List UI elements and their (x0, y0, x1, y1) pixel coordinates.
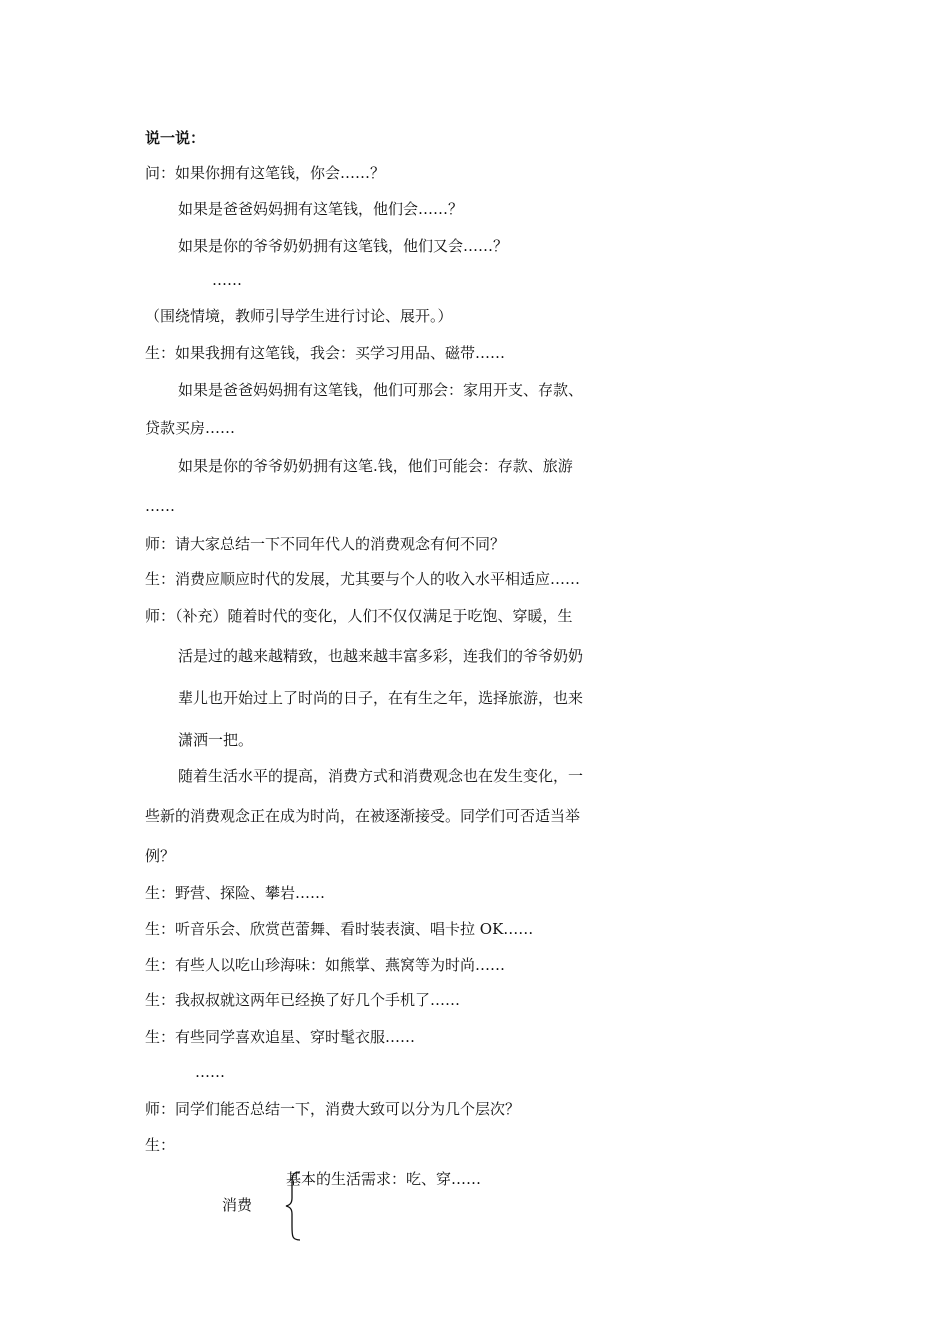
text-line: 随着生活水平的提高，消费方式和消费观念也在发生变化，一 (178, 767, 584, 785)
text-line: …… (195, 1063, 225, 1081)
text-line: 些新的消费观念正在成为时尚，在被逐渐接受。同学们可否适当举 (145, 807, 581, 825)
text-line: 辈儿也开始过上了时尚的日子，在有生之年，选择旅游，也来 (178, 689, 584, 707)
text-line: 生：消费应顺应时代的发展，尤其要与个人的收入水平相适应…… (145, 570, 581, 588)
text-line: …… (145, 497, 175, 515)
text-line: 如果是爸爸妈妈拥有这笔钱，他们可那会：家用开支、存款、 (178, 381, 584, 399)
text-line: 活是过的越来越精致，也越来越丰富多彩，连我们的爷爷奶奶 (178, 647, 584, 665)
text-line: 生：如果我拥有这笔钱，我会：买学习用品、磁带…… (145, 344, 506, 362)
text-line: 师：请大家总结一下不同年代人的消费观念有何不同？ (145, 535, 506, 553)
diagram-root-label: 消费 (222, 1196, 253, 1214)
text-line: 如果是你的爷爷奶奶拥有这笔.钱，他们可能会：存款、旅游 (178, 457, 573, 475)
diagram-branch-basic-needs: 基本的生活需求：吃、穿…… (286, 1170, 482, 1188)
text-line: 生：听音乐会、欣赏芭蕾舞、看时装表演、唱卡拉 OK…… (145, 920, 534, 938)
text-line: 师：（补充）随着时代的变化，人们不仅仅满足于吃饱、穿暖，生 (145, 607, 573, 625)
text-line: 生：我叔叔就这两年已经换了好几个手机了…… (145, 991, 461, 1009)
text-line: …… (212, 271, 242, 289)
text-line: 如果是爸爸妈妈拥有这笔钱，他们会……？ (178, 200, 464, 218)
text-line: 师：同学们能否总结一下，消费大致可以分为几个层次？ (145, 1100, 521, 1118)
text-line: 问：如果你拥有这笔钱，你会……？ (145, 164, 386, 182)
text-line: 生：有些同学喜欢追星、穿时髦衣服…… (145, 1028, 416, 1046)
text-line: 例？ (145, 847, 176, 865)
section-heading: 说一说： (145, 129, 206, 147)
text-line: 生： (145, 1136, 176, 1154)
text-line: 贷款买房…… (145, 419, 236, 437)
text-line: 如果是你的爷爷奶奶拥有这笔钱，他们又会……？ (178, 237, 509, 255)
text-line: （围绕情境，教师引导学生进行讨论、展开。） (145, 307, 453, 325)
text-line: 潇洒一把。 (178, 731, 254, 749)
text-line: 生：野营、探险、攀岩…… (145, 884, 326, 902)
text-line: 生：有些人以吃山珍海味：如熊掌、燕窝等为时尚…… (145, 956, 506, 974)
